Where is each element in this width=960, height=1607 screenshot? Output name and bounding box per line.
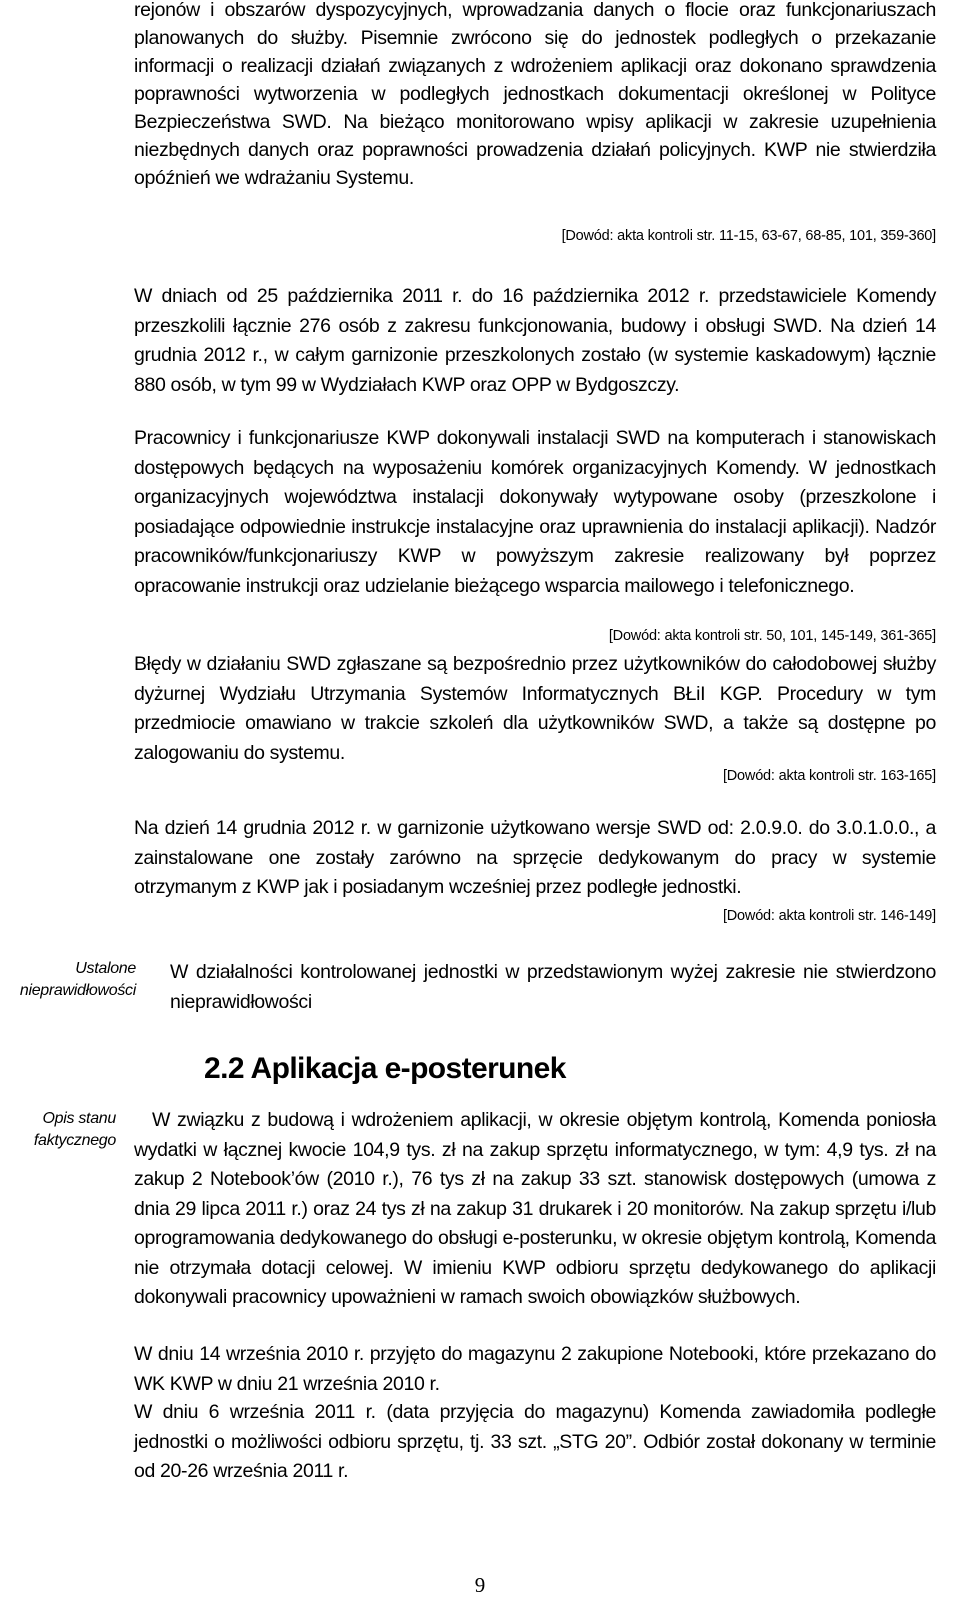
evidence-reference (134, 226, 936, 246)
paragraph-text: W dniu 6 września 2011 r. (data przyjęcia do magazynu) Komenda zawiadomiła podległe jednostki o możliwości odbioru sprzętu, tj. 33 szt. „STG 20”. Odbiór został dokonany w terminie od 20-26 września 2011 r. (134, 1401, 936, 1482)
margin-label-irregularities (0, 958, 136, 1002)
margin-label-line: nieprawidłowości (19, 982, 136, 999)
paragraph-versions (134, 814, 936, 903)
paragraph-text: W związku z budową i wdrożeniem aplikacji, w okresie objętym kontrolą, Komenda poniosła wydatki w łącznej kwocie 104,9 tys. zł na zakup sprzętu informatycznego, w tym: 4,9 tys. zł na zakup 2 Notebook’ów (2010 r.), 76 tys zł na zakup 33 szt. stanowisk dostępowych (umowa z dnia 29 lipca 2011 r.) oraz 24 tys zł na zakup 31 drukarek i 20 monitorów. Na zakup sprzętu i/lub oprogramowania dedykowanego do obsługi e-posterunku, w okresie objętym kontrolą, Komenda nie otrzymała dotacji celowej. W imieniu KWP odbioru sprzętu dedykowanego do aplikacji dokonywali pracownicy upoważnieni w ramach swoich obowiązków służbowych. (134, 1109, 936, 1308)
paragraph-text: Pracownicy i funkcjonariusze KWP dokonywali instalacji SWD na komputerach i stanowiskach dostępowych będących na wyposażeniu komórek organizacyjnych Komendy. W jednostkach organizacyjnych województwa instalacji dokonywały wytypowane osoby (przeszkolone i posiadające odpowiednie instrukcje instalacyjne oraz uprawnienia do instalacji aplikacji). Nadzór pracowników/funkcjonariuszy KWP w powyższym zakresie realizowany był poprzez opracowanie instrukcji oraz udzielanie bieżącego wsparcia mailowego i telefonicznego. (134, 427, 936, 597)
evidence-reference (134, 906, 936, 926)
margin-label-line: Opis stanu (42, 1110, 116, 1127)
paragraph-training (134, 282, 936, 400)
evidence-text: [Dowód: akta kontroli str. 146-149] (722, 908, 936, 924)
paragraph-text: Błędy w działaniu SWD zgłaszane są bezpośrednio przez użytkowników do całodobowej służby dyżurnej Wydziału Utrzymania Systemów Informatycznych BŁiI KGP. Procedury w tym przedmiocie omawiano w trakcie szkoleń dla użytkowników SWD, a także są dostępne po zalogowaniu do systemu. (134, 653, 936, 764)
evidence-text: [Dowód: akta kontroli str. 50, 101, 145-149, 361-365] (608, 628, 936, 644)
paragraph-text: W dniu 14 września 2010 r. przyjęto do magazynu 2 zakupione Notebooki, które przekazano do WK KWP w dniu 21 września 2010 r. (134, 1343, 936, 1395)
paragraph-text: W dniach od 25 października 2011 r. do 16 października 2012 r. przedstawiciele Komendy przeszkolili łącznie 276 osób z zakresu funkcjonowania, budowy i obsługi SWD. Na dzień 14 grudnia 2012 r., w całym garnizonie przeszkolonych zostało (w systemie kaskadowym) łącznie 880 osób, w tym 99 w Wydziałach KWP oraz OPP w Bydgoszczy. (134, 285, 936, 396)
paragraph-text: W działalności kontrolowanej jednostki w przedstawionym wyżej zakresie nie stwierdzono nieprawidłowości (170, 961, 936, 1013)
margin-label-line: faktycznego (33, 1132, 116, 1149)
page-number: 9 (474, 1573, 486, 1597)
evidence-text: [Dowód: akta kontroli str. 163-165] (722, 768, 936, 784)
paragraph-stg (134, 1398, 936, 1487)
paragraph-notebooks (134, 1340, 936, 1399)
paragraph-expenses (134, 1106, 936, 1313)
paragraph-text: rejonów i obszarów dyspozycyjnych, wprowadzania danych o flocie oraz funkcjonariuszach planowanych do służby. Pisemnie zwrócono się do jednostek podległych o przekazanie informacji o realizacji działań związanych z wdrożeniem aplikacji oraz dokonano sprawdzenia poprawności wytworzenia w podległych jednostkach dokumentacji określonej w Polityce Bezpieczeństwa SWD. Na bieżąco monitorowano wpisy aplikacji w zakresie uzupełnienia niezbędnych danych oraz poprawności prowadzenia działań policyjnych. KWP nie stwierdziła opóźnień we wdrażaniu Systemu. (134, 0, 936, 189)
evidence-reference (134, 766, 936, 786)
evidence-text: [Dowód: akta kontroli str. 11-15, 63-67, 68-85, 101, 359-360] (561, 228, 936, 244)
paragraph-irregularities (170, 958, 936, 1017)
paragraph-errors (134, 650, 936, 768)
evidence-reference (134, 626, 936, 646)
margin-label-facts (0, 1108, 116, 1152)
paragraph-deployment (134, 0, 936, 192)
paragraph-installation (134, 424, 936, 601)
margin-label-line: Ustalone (75, 960, 136, 977)
section-heading: 2.2 Aplikacja e-posterunek (204, 1052, 566, 1085)
paragraph-text: Na dzień 14 grudnia 2012 r. w garnizonie użytkowano wersje SWD od: 2.0.9.0. do 3.0.1.0.0., a zainstalowane one zostały zarówno na sprzęcie dedykowanym do pracy w systemie otrzymanym z KWP jak i posiadanym wcześniej przez podległe jednostki. (134, 817, 936, 898)
